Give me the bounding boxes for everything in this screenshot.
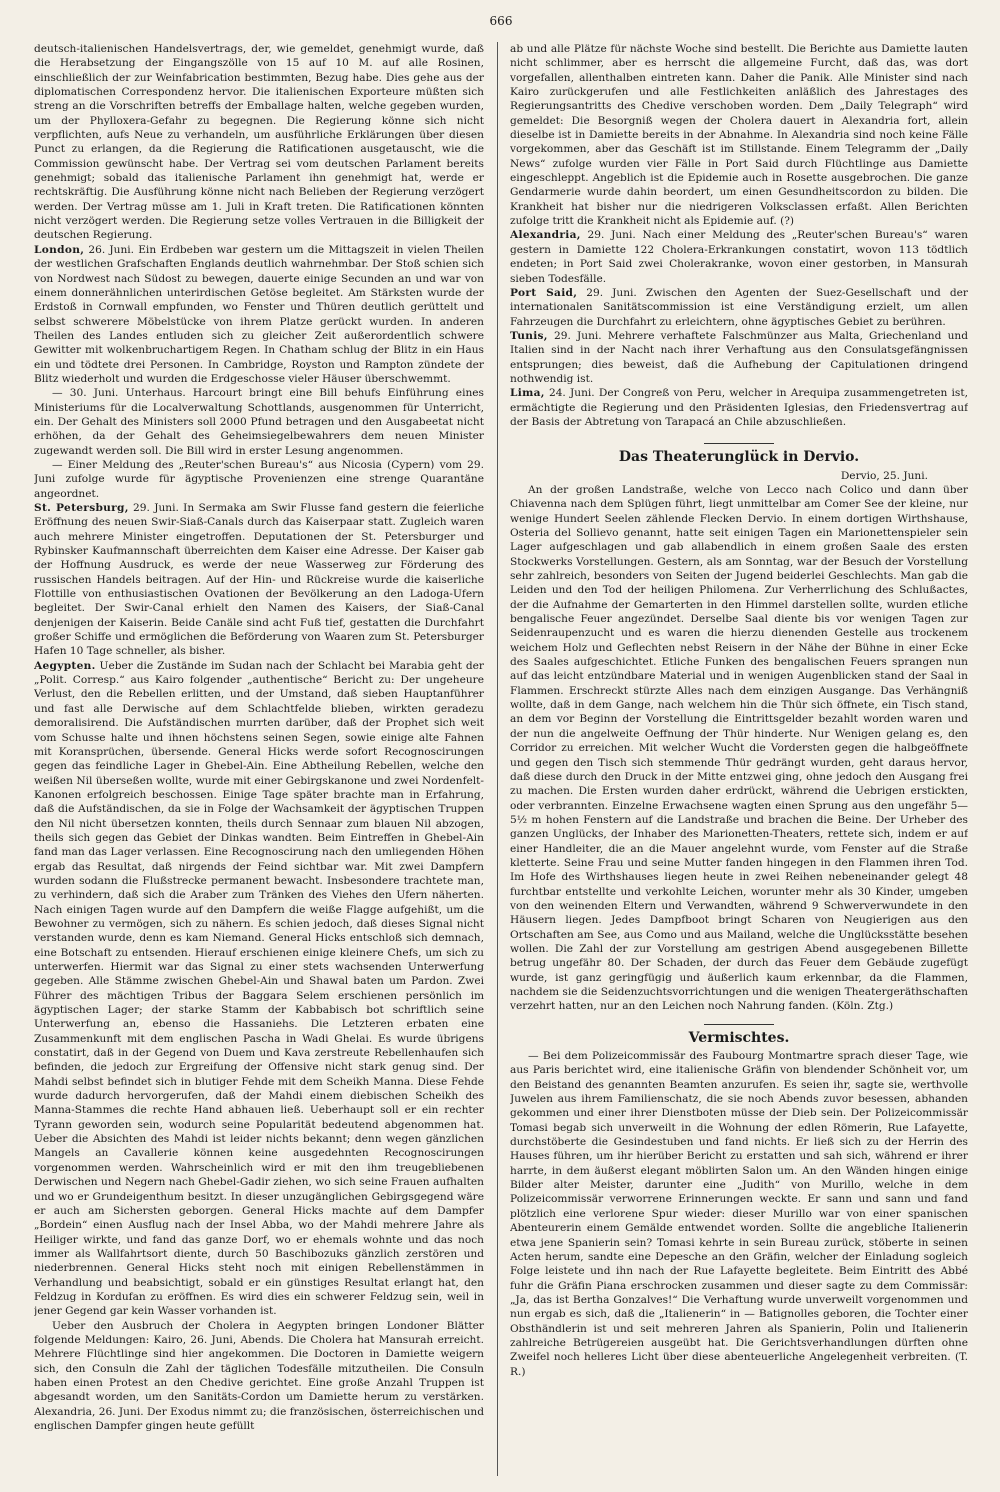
- dateline: Port Said,: [510, 286, 578, 299]
- right-column: [510, 42, 968, 1476]
- paragraph-petersburg: St. Petersburg, 29. Juni. In Sermaka am Swir Flusse fand gestern die feierliche Eröffnung des neuen Swir-Siaß-Canals durch das Kaiserpaar statt. Zugleich waren auch mehrere Minister eingetroffen. Deputationen der St. Petersburger und Rybinsker Kaufmannschaft überreichten dem Kaiser eine Adresse. Der Kaiser gab der Hoffnung Ausdruck, es werde der neue Wasserweg zur Förderung des russischen Handels beitragen. Auf der Hin- und Rückreise wurde die kaiserliche Flottille von enthusiastischen Ovationen der Bevölkerung an den Ladoga-Ufern begleitet. Der Swir-Canal erhielt den Namen des Kaisers, der Siaß-Canal denjenigen der Kaiserin. Beide Canäle sind acht Fuß tief, gestatten die Durchfahrt großer Schiffe und ermöglichen die Beförderung von Waaren zum St. Petersburger Hafen 10 Tage schneller, als bisher.: [34, 502, 484, 658]
- page-number: 666: [489, 14, 513, 28]
- paragraph-alexandria: Alexandria, 29. Juni. Nach einer Meldung des „Reuter'schen Bureau's“ waren gestern in Damiette 122 Cholera-Erkrankungen constatirt, wovon 113 tödtlich endeten; in Port Said zwei Cholerakranke, wovon einer gestorben, in Mansurah sieben Todesfälle.: [510, 229, 968, 285]
- dateline: Alexandria,: [510, 229, 581, 242]
- dateline: Aegypten.: [34, 659, 96, 672]
- dateline: London,: [34, 243, 85, 256]
- left-column: [34, 42, 484, 1476]
- paragraph-misc: — Bei dem Polizeicommissär des Faubourg Montmartre sprach dieser Tage, wie aus Paris berichtet wird, eine italienische Gräfin von blendender Schönheit vor, um den Beistand des genannten Beamten anzurufen. Es seien ihr, sagte sie, werthvolle Juwelen aus ihrem Familienschatz, die sie noch Abends zuvor besessen, abhanden gekommen und einer ihrer Dienstboten müsse der Dieb sein. Der Polizeicommissär Tomasi begab sich unverweilt in die Wohnung der edlen Römerin, Rue Lafayette, durchstöberte die Gesindestuben und fand nichts. Er ließ sich zu der Herrin des Hauses führen, um ihr hierüber Bericht zu erstatten und sah sich, während er ihrer harrte, in dem äußerst elegant möblirten Salon um. An den Wänden hingen einige Bilder alter Meister, darunter eine „Judith“ von Murillo, welche in dem Polizeicommissär verworrene Erinnerungen weckte. Er sann und sann und fand plötzlich eine verlorene Spur wieder: dieser Murillo war von einer spanischen Abenteurerin einem Gemälde entwendet worden. Sollte die angebliche Italienerin etwa jene Spanierin sein? Tomasi kehrte in sein Bureau zurück, stöberte in seinen Acten herum, sandte eine Depesche an den Gräfin, welcher der Einladung sogleich Folge leistete und ihn nach der Rue Lafayette begleitete. Beim Eintritt des Abbé fuhr die Gräfin Piana erschrocken zusammen und dieser sagte zu dem Commissär: „Ja, das ist Bertha Gonzalves!“ Die Verhaftung wurde unverweilt vorgenommen und nun ergab es sich, daß die „Italienerin“ in — Batignolles geboren, die Tochter einer Obsthändlerin ist und seit mehreren Jahren als Spanierin, Polin und Italienerin zahlreiche Betrügereien ausgeübt hat. Die Gerichtsverhandlungen dürften ohne Zweifel noch helleres Licht über diese abenteuerliche Angelegenheit verbreiten. (T. R.): [510, 1050, 968, 1378]
- newspaper-page: [34, 14, 968, 1476]
- section-heading-misc: Vermischtes.: [688, 1029, 790, 1046]
- paragraph-tariff: deutsch-italienischen Handelsvertrags, der, wie gemeldet, genehmigt wurde, daß die Herabsetzung der Eingangszölle von 15 auf 10 M. auf alle Rosinen, einschließlich der zur Weinfabrication bestimmten, Bezug habe. Dies gehe aus der diplomatischen Correspondenz hervor. Die italienischen Exporteure müßten sich streng an die Vorschriften betreffs der Emballage halten, welche gegeben wurden, um der Phylloxera-Gefahr zu begegnen. Die Regierung könne sich nicht verpflichten, aufs Neue zu verhandeln, um ausführliche Erklärungen über diesen Punct zu erlangen, da die Regierung die Ratificationen ausgetauscht, wie die Commission gewünscht habe. Der Vertrag sei vom deutschen Parlament bereits genehmigt; sobald das italienische Parlament ihn genehmigt hat, werde er rechtskräftig. Die Ausführung könne nicht nach Belieben der Regierung verzögert werden. Der Vertrag müsse am 1. Juli in Kraft treten. Die Ratificationen könnten nicht verzögert werden. Die Regierung setze volles Vertrauen in die Billigkeit der deutschen Regierung.: [34, 43, 484, 242]
- dateline: St. Petersburg,: [34, 502, 129, 514]
- paragraph-lima: Lima, 24. Juni. Der Congreß von Peru, welcher in Arequipa zusammengetreten ist, ermächtigte die Regierung und den Präsidenten Iglesias, den Friedensvertrag auf der Basis der Abtretung von Tarapacá an Chile abzuschließen.: [510, 387, 968, 428]
- column-rule: [497, 42, 498, 1476]
- dateline: Tunis,: [510, 329, 548, 342]
- section-divider: [704, 1024, 774, 1025]
- paragraph-unterhaus: — 30. Juni. Unterhaus. Harcourt bringt eine Bill behufs Einführung eines Ministeriums für die Localverwaltung Schottlands, ausgenommen für Unterricht, ein. Der Gehalt des Ministers soll 2000 Pfund betragen und den Ausgabeetat nicht erhöhen, da der Gehalt des Geheimsiegelbewahrers dem neuen Minister zugewandt werden soll. Die Bill wird in erster Lesung angenommen.: [34, 387, 484, 457]
- paragraph-cholera: Ueber den Ausbruch der Cholera in Aegypten bringen Londoner Blätter folgende Meldungen: Kairo, 26. Juni, Abends. Die Cholera hat Mansurah erreicht. Mehrere Flüchtlinge sind hier angekommen. Die Doctoren in Damiette weigern sich, den Consuln die Zahl der täglichen Todesfälle mitzutheilen. Die Consuln haben einen Protest an den Chedive gerichtet. Eine große Anzahl Truppen ist abgesandt worden, um den Sanitäts-Cordon um Damiette herum zu verstärken. Alexandria, 26. Juni. Der Exodus nimmt zu; die französischen, österreichischen und englischen Dampfer gingen heute gefüllt: [34, 1319, 484, 1432]
- dateline: Lima,: [510, 387, 545, 400]
- theater-dateline: Dervio, 25. Juni.: [840, 469, 928, 482]
- paragraph-london: London, 26. Juni. Ein Erdbeben war gestern um die Mittagszeit in vielen Theilen der westlichen Grafschaften Englands deutlich wahrnehmbar. Der Stoß schien sich von Nordwest nach Südost zu bewegen, dauerte einige Secunden an und war von einem donnerähnlichen unterirdischen Getöse begleitet. Am Stärksten wurde der Erdstoß in Cornwall empfunden, wo Fenster und Thüren deutlich gerüttelt und selbst schwerere Möbelstücke von ihrem Platze gerückt wurden. In anderen Theilen des Landes entluden sich zu gleicher Zeit außerordentlich schwere Gewitter mit wolkenbruchartigem Regen. In Chatham schlug der Blitz in ein Haus ein und tödtete drei Personen. In Cambridge, Royston und Rampton zündete der Blitz wiederholt und wurden die Erdgeschosse vieler Häuser überschwemmt.: [34, 243, 484, 385]
- paragraph-aegypten: Aegypten. Ueber die Zustände im Sudan nach der Schlacht bei Marabia geht der „Polit. Corresp.“ aus Kairo folgender „authentische“ Bericht zu: Der ungeheure Verlust, den die Rebellen erlitten, und der Umstand, daß sieben Hauptanführer und fast alle Derwische auf dem Schlachtfelde blieben, wirkten geradezu demoralisirend. Die Aufständischen murrten darüber, daß der Prophet sich weit vom Schusse halte und ihnen höchstens seinen Segen, sowie einige alte Fahnen mit Koransprüchen, übersende. General Hicks werde sofort Recognoscirungen gegen das feindliche Lager in Ghebel-Ain. Eine Abtheilung Rebellen, welche den weißen Nil überseßen wollte, wurde mit einer Gebirgskanone und zwei Nordenfelt-Kanonen erfolgreich beschossen. Einige Tage später brachte man in Erfahrung, daß die Aufständischen, da sie in Folge der Wachsamkeit der ägyptischen Truppen den Nil nicht übersetzen konnten, theils durch Sennaar zum blauen Nil abzogen, theils sich gegen das Gebiet der Dinkas wandten. Beim Eintreffen in Ghebel-Ain fand man das Lager verlassen. Eine Recognoscirung nach den umliegenden Höhen ergab das Resultat, daß nirgends der Feind sichtbar war. Mit zwei Dampfern wurden sodann die Flußstrecke permanent bewacht. Insbesondere trachtete man, zu verhindern, daß sich die Araber zum Tränken des Viehes den Ufern näherten. Nach einigen Tagen wurde auf den Dampfern die weiße Flagge aufgehißt, um die Bewohner zu vermögen, sich zu nähern. Es schien jedoch, daß dieses Signal nicht verstanden wurde, denn es kam Niemand. General Hicks entschloß sich demnach, eine Botschaft zu entsenden. Hierauf erschienen einige kleinere Chefs, um sich zu unterwerfen. Hiermit war das Signal zu einer stets wachsenden Unterwerfung gegeben. Alle Stämme zwischen Ghebel-Ain und Shawal baten um Pardon. Zwei Führer des mächtigen Tribus der Baggara Selem erschienen persönlich im ägyptischen Lager; der starke Stamm der Kabbabisch bot schriftlich seine Unterwerfung an, ebenso die Hassaniehs. Die Letzteren erbaten eine Zusammenkunft mit dem englischen Pascha in Wadi Ghelai. Es wurde übrigens constatirt, daß in der Gegend von Duem und Kava zerstreute Rebellenhaufen sich befinden, die jedoch zur Ergreifung der Offensive nicht stark genug sind. Der Mahdi selbst befindet sich in blutiger Fehde mit dem Scheikh Manna. Diese Fehde wurde dadurch hervorgerufen, daß der Mahdi einem diebischen Scheikh des Manna-Stammes die rechte Hand abhauen ließ. Ueberhaupt soll er ein rechter Tyrann geworden sein, wodurch seine Popularität bedeutend abgenommen hat. Ueber die Absichten des Mahdi ist leider nichts bekannt; denn wegen gänzlichen Mangels an Cavallerie können keine ausgedehnten Recognoscirungen vorgenommen werden. Wahrscheinlich wird er mit den ihm treugebliebenen Derwischen und Negern nach Ghebel-Gadir ziehen, wo sich seine Frauen aufhalten und wo er Grundeigenthum besitzt. In dieser unzugänglichen Gebirgsgegend wäre er auch am Sichersten geborgen. General Hicks machte auf dem Dampfer „Bordein“ einen Ausflug nach der Insel Abba, wo der Mahdi mehrere Jahre als Heiliger wirkte, und fand das ganze Dorf, wo er ehemals wohnte und das noch immer als Wallfahrtsort diente, durch 50 Baschibozuks gänzlich zerstören und niederbrennen. General Hicks steht noch mit einigen Rebellenstämmen in Verhandlung und beabsichtigt, sobald er ein günstiges Resultat erlangt hat, den Feldzug in Kordufan zu eröffnen. Es wird dies ein schwerer Feldzug sein, weil in jener Gegend gar kein Wasser vorhanden ist.: [34, 659, 484, 1318]
- paragraph-port-said: Port Said, 29. Juni. Zwischen den Agenten der Suez-Gesellschaft und der internationalen Sanitätscommission ist eine Verständigung erzielt, um allen Fahrzeugen die Durchfahrt zu erleichtern, ohne ägyptisches Gebiet zu berühren.: [510, 286, 968, 328]
- paragraph-cholera-cont: ab und alle Plätze für nächste Woche sind bestellt. Die Berichte aus Damiette lauten nicht schlimmer, aber es herrscht die allgemeine Furcht, daß das, was dort vorgefallen, allenthalben eintreten kann. Daher die Panik. Alle Minister sind nach Kairo zurückgerufen und alle Festlichkeiten anläßlich des Jahrestages des Regierungsantritts des Chedive verschoben worden. Dem „Daily Telegraph“ wird gemeldet: Die Besorgniß wegen der Cholera dauert in Alexandria fort, allein dieselbe ist in Damiette bereits in der Abnahme. In Alexandria sind noch keine Fälle vorgekommen, aber das Geschäft ist im Stillstande. Einem Telegramm der „Daily News“ zufolge wurden vier Fälle in Port Said durch Flüchtlinge aus Damiette eingeschleppt. Angeblich ist die Epidemie auch in Rosette ausgebrochen. Die ganze Gendarmerie wurde dahin beordert, um einen Gesundheitscordon zu bilden. Die Krankheit hat bisher nur die niedrigeren Volksclassen erfaßt. Allen Berichten zufolge tritt die Krankheit nicht als Epidemie auf. (?): [510, 43, 968, 228]
- section-heading-theater: Das Theaterunglück in Dervio.: [618, 449, 860, 466]
- paragraph-nicosia: — Einer Meldung des „Reuter'schen Bureau's“ aus Nicosia (Cypern) vom 29. Juni zufolge wurde für ägyptische Provenienzen eine strenge Quarantäne angeordnet.: [34, 458, 484, 500]
- paragraph-tunis: Tunis, 29. Juni. Mehrere verhaftete Falschmünzer aus Malta, Griechenland und Italien sind in der Nacht nach ihrer Verhaftung aus den Consulatsgefängnissen entsprungen; dies beweist, daß die Aufhebung der Capitulationen dringend nothwendig ist.: [510, 329, 968, 385]
- paragraph-theater: An der großen Landstraße, welche von Lecco nach Colico und dann über Chiavenna nach dem Splügen führt, liegt unmittelbar am Comer See der kleine, nur wenige Hundert Seelen zählende Flecken Dervio. In einem dortigen Wirthshause, Osteria del Sollievo genannt, hatte seit einigen Tagen ein Marionettenspieler sein Lager aufgeschlagen und gab allabendlich in einem großen Saale des ersten Stockwerks Vorstellungen. Gestern, als am Sonntag, war der Besuch der Vorstellung sehr zahlreich, besonders von Seiten der Jugend beiderlei Geschlechts. Man gab die Leiden und den Tod der heiligen Philomena. Zur Verherrlichung des Schlußactes, der die Aufnahme der Gemarterten in den Himmel darstellen sollte, wurden etliche bengalische Feuer angezündet. Derselbe Saal diente bis vor wenigen Tagen zur Seidenraupenzucht und es waren die hierzu dienenden Gestelle aus trockenem weichem Holz und Geflechten nebst Reisern in der Nähe der Bühne in einer Ecke des Saales aufgeschichtet. Etliche Funken des bengalischen Feuers sprangen nun auf das leicht entzündbare Material und in wenigen Augenblicken stand der Saal in Flammen. Erschreckt stürzte Alles nach dem einzigen Ausgange. Das Verhängniß wollte, daß in dem Gange, nach welchem hin die Thür sich öffnete, ein Tisch stand, an dem vor Beginn der Vorstellung die Eintrittsgelder bezahlt worden waren und der nun die angelweite Oeffnung der Thür hinderte. Nur Wenigen gelang es, den Corridor zu erreichen. Mit welcher Wucht die Vordersten gegen die halbgeöffnete und gegen den Tisch sich stemmende Thür gedrängt wurden, geht daraus hervor, daß diese durch den Druck in der Mitte entzwei ging, ohne jedoch den Ausgang frei zu machen. Die Ersten wurden daher erdrückt, während die Uebrigen erstickten, oder verbrannten. Einzelne Erwachsene wagten einen Sprung aus den ungefähr 5—5½ m hohen Fenstern auf die Landstraße und brachen die Beine. Der Urheber des ganzen Unglücks, der Inhaber des Marionetten-Theaters, rettete sich, indem er auf einer Handleiter, die an die Mauer angelehnt wurde, vom Fenster auf die Straße kletterte. Seine Frau und seine Mutter fanden hingegen in den Flammen ihren Tod. Im Hofe des Wirthshauses liegen heute in zwei Reihen nebeneinander gelegt 48 furchtbar entstellte und verkohlte Leichen, worunter mehr als 30 Kinder, umgeben von den weinenden Eltern und Verwandten, während 9 Schwerverwundete in den Häusern liegen. Jedes Dampfboot bringt Scharen von Neugierigen aus den Ortschaften am See, aus Como und aus Mailand, welche die Unglücksstätte besehen wollen. Die Zahl der zur Vorstellung am gestrigen Abend ausgegebenen Billette betrug ungefähr 80. Der Schaden, der durch das Feuer dem Gebäude zugefügt wurde, ist ganz geringfügig und äußerlich kaum erkennbar, da die Flammen, nachdem sie die Seidenzuchtsvorrichtungen und die wenigen Theatergeräthschaften verzehrt hatten, nur an den Leichen noch Nahrung fanden. (Köln. Ztg.): [510, 483, 968, 1013]
- section-divider: [704, 443, 774, 444]
